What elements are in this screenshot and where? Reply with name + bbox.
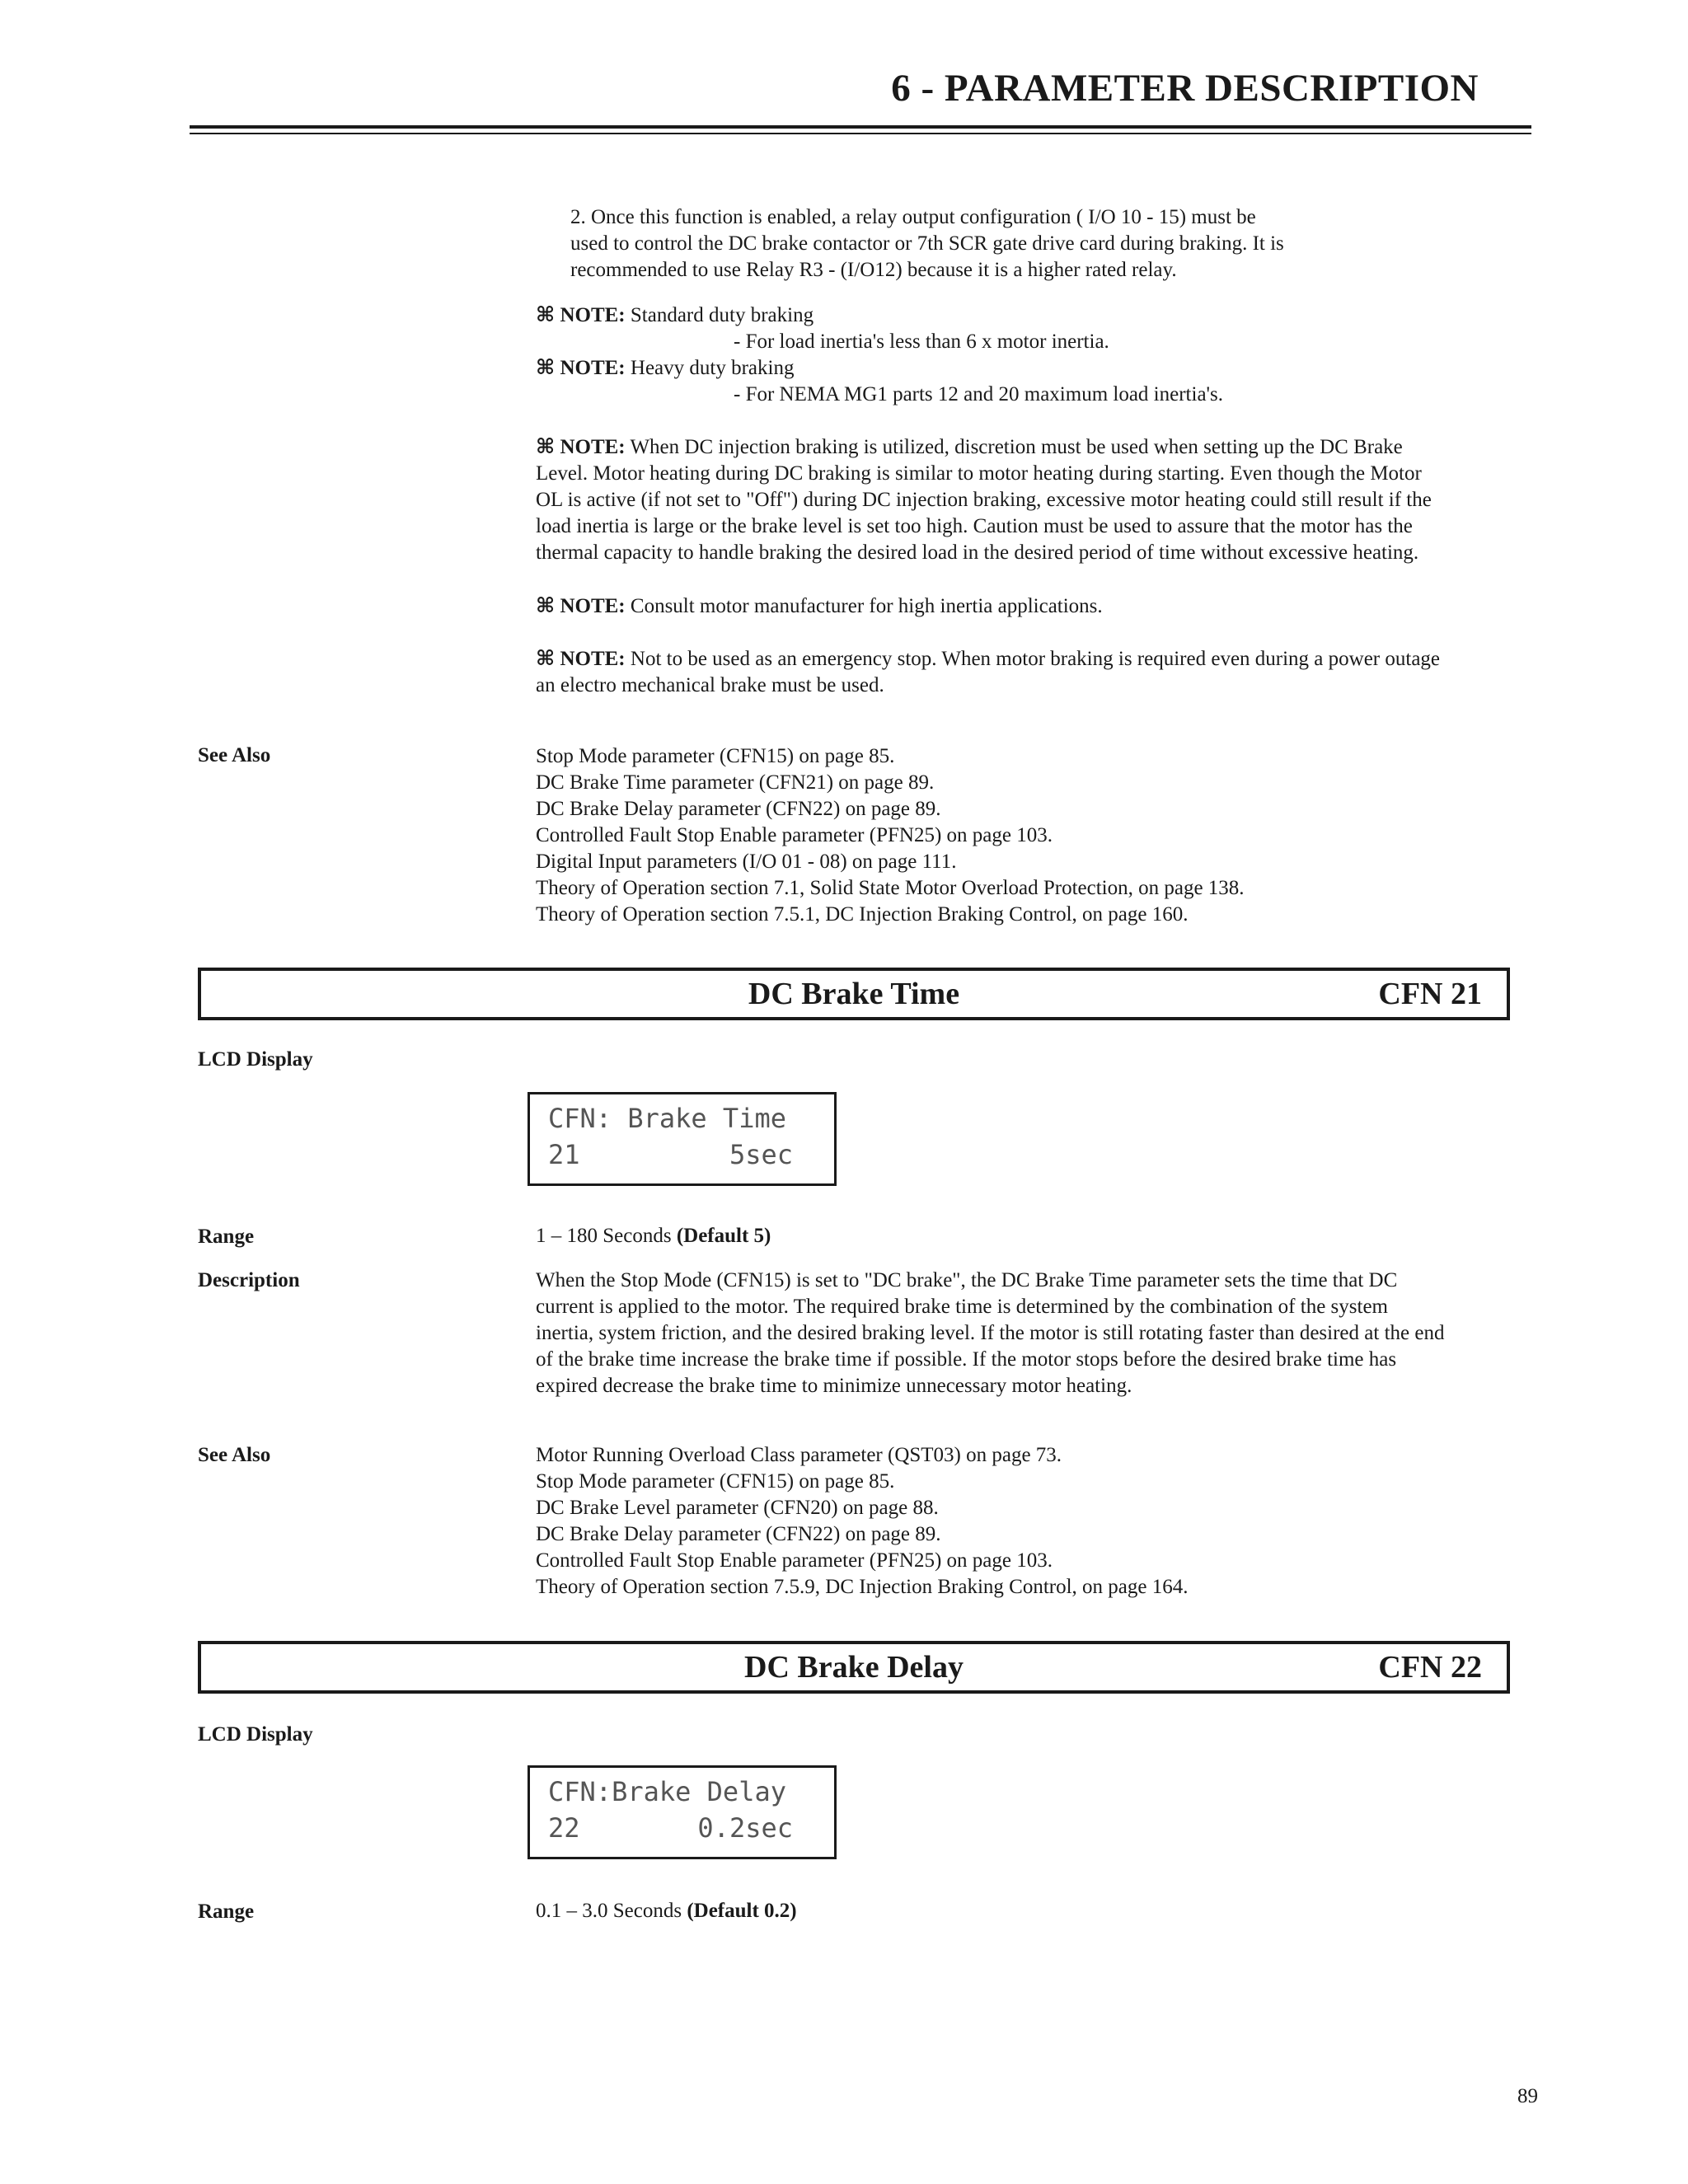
note-emergency-stop — [536, 646, 1508, 699]
see-also-item: Theory of Operation section 7.5.9, DC Injection Braking Control, on page 164. — [536, 1576, 1189, 1598]
param-header-cfn21 — [198, 968, 1510, 1020]
note-label: NOTE: — [560, 436, 626, 458]
note-label: NOTE: — [560, 595, 626, 617]
note-text: Standard duty braking — [630, 304, 814, 326]
see-also-list — [536, 1442, 1508, 1601]
description-line: When the Stop Mode (CFN15) is set to "DC brake", the DC Brake Time parameter sets the time that DC — [536, 1269, 1398, 1291]
note-text: thermal capacity to handle braking the desired load in the desired period of time without excessive heating. — [536, 541, 1419, 564]
header-rule-thick — [190, 125, 1531, 129]
description-line: of the brake time increase the brake time if possible. If the motor stops before the desired brake time has — [536, 1348, 1397, 1371]
command-icon: ⌘ — [536, 304, 556, 326]
note-label: NOTE: — [560, 648, 626, 670]
note-text: Level. Motor heating during DC braking is similar to motor heating during starting. Even though the Motor — [536, 462, 1422, 485]
command-icon: ⌘ — [536, 357, 556, 379]
see-also-item: DC Brake Delay parameter (CFN22) on page 89. — [536, 798, 941, 820]
see-also-item: Controlled Fault Stop Enable parameter (PFN25) on page 103. — [536, 824, 1053, 846]
intro-item-2-line: used to control the DC brake contactor or 7th SCR gate drive card during braking. It is — [570, 232, 1284, 255]
lcd-line-1: CFN:Brake Delay — [548, 1776, 786, 1807]
note-text: Consult motor manufacturer for high inertia applications. — [630, 595, 1103, 617]
note-consult-manufacturer — [536, 593, 1508, 620]
note-sub: - For load inertia's less than 6 x motor inertia. — [734, 330, 1109, 353]
description-line: current is applied to the motor. The required brake time is determined by the combination of the system — [536, 1296, 1388, 1318]
note-text: Not to be used as an emergency stop. When motor braking is required even during a power outage — [630, 648, 1441, 670]
notes-braking-duty — [536, 302, 1508, 408]
header-rule-thin — [190, 133, 1531, 134]
lcd-display — [528, 1092, 837, 1186]
note-dc-injection — [536, 434, 1508, 566]
intro-item-2-line: recommended to use Relay R3 - (I/O12) because it is a higher rated relay. — [570, 259, 1177, 281]
chapter-title: 6 - PARAMETER DESCRIPTION — [891, 67, 1479, 110]
see-also-label: See Also — [198, 744, 271, 766]
command-icon: ⌘ — [536, 595, 556, 617]
page-number: 89 — [1517, 2085, 1538, 2107]
see-also-item: DC Brake Delay parameter (CFN22) on page 89. — [536, 1523, 941, 1545]
lcd-display-label: LCD Display — [198, 1723, 313, 1746]
lcd-display-label: LCD Display — [198, 1048, 313, 1071]
see-also-item: Theory of Operation section 7.5.1, DC Injection Braking Control, on page 160. — [536, 903, 1189, 926]
see-also-item: Motor Running Overload Class parameter (QST03) on page 73. — [536, 1444, 1062, 1466]
see-also-list — [536, 743, 1508, 928]
lcd-param-value: 5sec — [729, 1139, 793, 1170]
param-code: CFN 22 — [1378, 1650, 1482, 1685]
param-name: DC Brake Time — [748, 977, 960, 1011]
see-also-item: Digital Input parameters (I/O 01 - 08) on page 111. — [536, 851, 957, 873]
note-heavy-duty — [536, 355, 1508, 382]
description-line: expired decrease the brake time to minimize unnecessary motor heating. — [536, 1375, 1132, 1397]
note-text: OL is active (if not set to "Off") during DC injection braking, excessive motor heating could still result if the — [536, 489, 1432, 511]
see-also-item: Stop Mode parameter (CFN15) on page 85. — [536, 1470, 895, 1493]
range-value: 0.1 – 3.0 Seconds (Default 0.2) — [536, 1900, 797, 1922]
note-text: Heavy duty braking — [630, 357, 795, 379]
intro-item-2 — [570, 204, 1543, 284]
command-icon: ⌘ — [536, 648, 556, 670]
note-text: load inertia is large or the brake level is set too high. Caution must be used to assure that the motor has the — [536, 515, 1413, 537]
param-code: CFN 21 — [1378, 977, 1482, 1011]
range-value: 1 – 180 Seconds (Default 5) — [536, 1225, 771, 1247]
lcd-param-value: 0.2sec — [697, 1812, 793, 1844]
description-line: inertia, system friction, and the desired braking level. If the motor is still rotating faster than desired at the end — [536, 1322, 1445, 1344]
lcd-param-number: 21 — [548, 1139, 580, 1170]
description-label: Description — [198, 1269, 300, 1291]
see-also-label: See Also — [198, 1444, 271, 1466]
note-text: an electro mechanical brake must be used. — [536, 674, 884, 696]
range-label: Range — [198, 1226, 255, 1248]
intro-item-2-line: 2. Once this function is enabled, a relay output configuration ( I/O 10 - 15) must be — [570, 206, 1256, 228]
see-also-item: DC Brake Time parameter (CFN21) on page 89. — [536, 771, 935, 794]
note-text: When DC injection braking is utilized, discretion must be used when setting up the DC Brake — [630, 436, 1403, 458]
lcd-param-number: 22 — [548, 1812, 580, 1844]
note-sub: - For NEMA MG1 parts 12 and 20 maximum load inertia's. — [734, 383, 1224, 405]
range-label: Range — [198, 1900, 255, 1923]
note-label: NOTE: — [560, 304, 626, 326]
command-icon: ⌘ — [536, 436, 556, 458]
description-text — [536, 1268, 1508, 1399]
note-standard-duty — [536, 302, 1508, 329]
note-label: NOTE: — [560, 357, 626, 379]
param-header-cfn22 — [198, 1641, 1510, 1694]
see-also-item: Controlled Fault Stop Enable parameter (PFN25) on page 103. — [536, 1549, 1053, 1572]
see-also-item: Stop Mode parameter (CFN15) on page 85. — [536, 745, 895, 767]
lcd-line-1: CFN: Brake Time — [548, 1103, 786, 1134]
see-also-item: Theory of Operation section 7.1, Solid State Motor Overload Protection, on page 138. — [536, 877, 1245, 899]
see-also-item: DC Brake Level parameter (CFN20) on page 88. — [536, 1497, 939, 1519]
param-name: DC Brake Delay — [744, 1650, 964, 1685]
lcd-display — [528, 1765, 837, 1859]
